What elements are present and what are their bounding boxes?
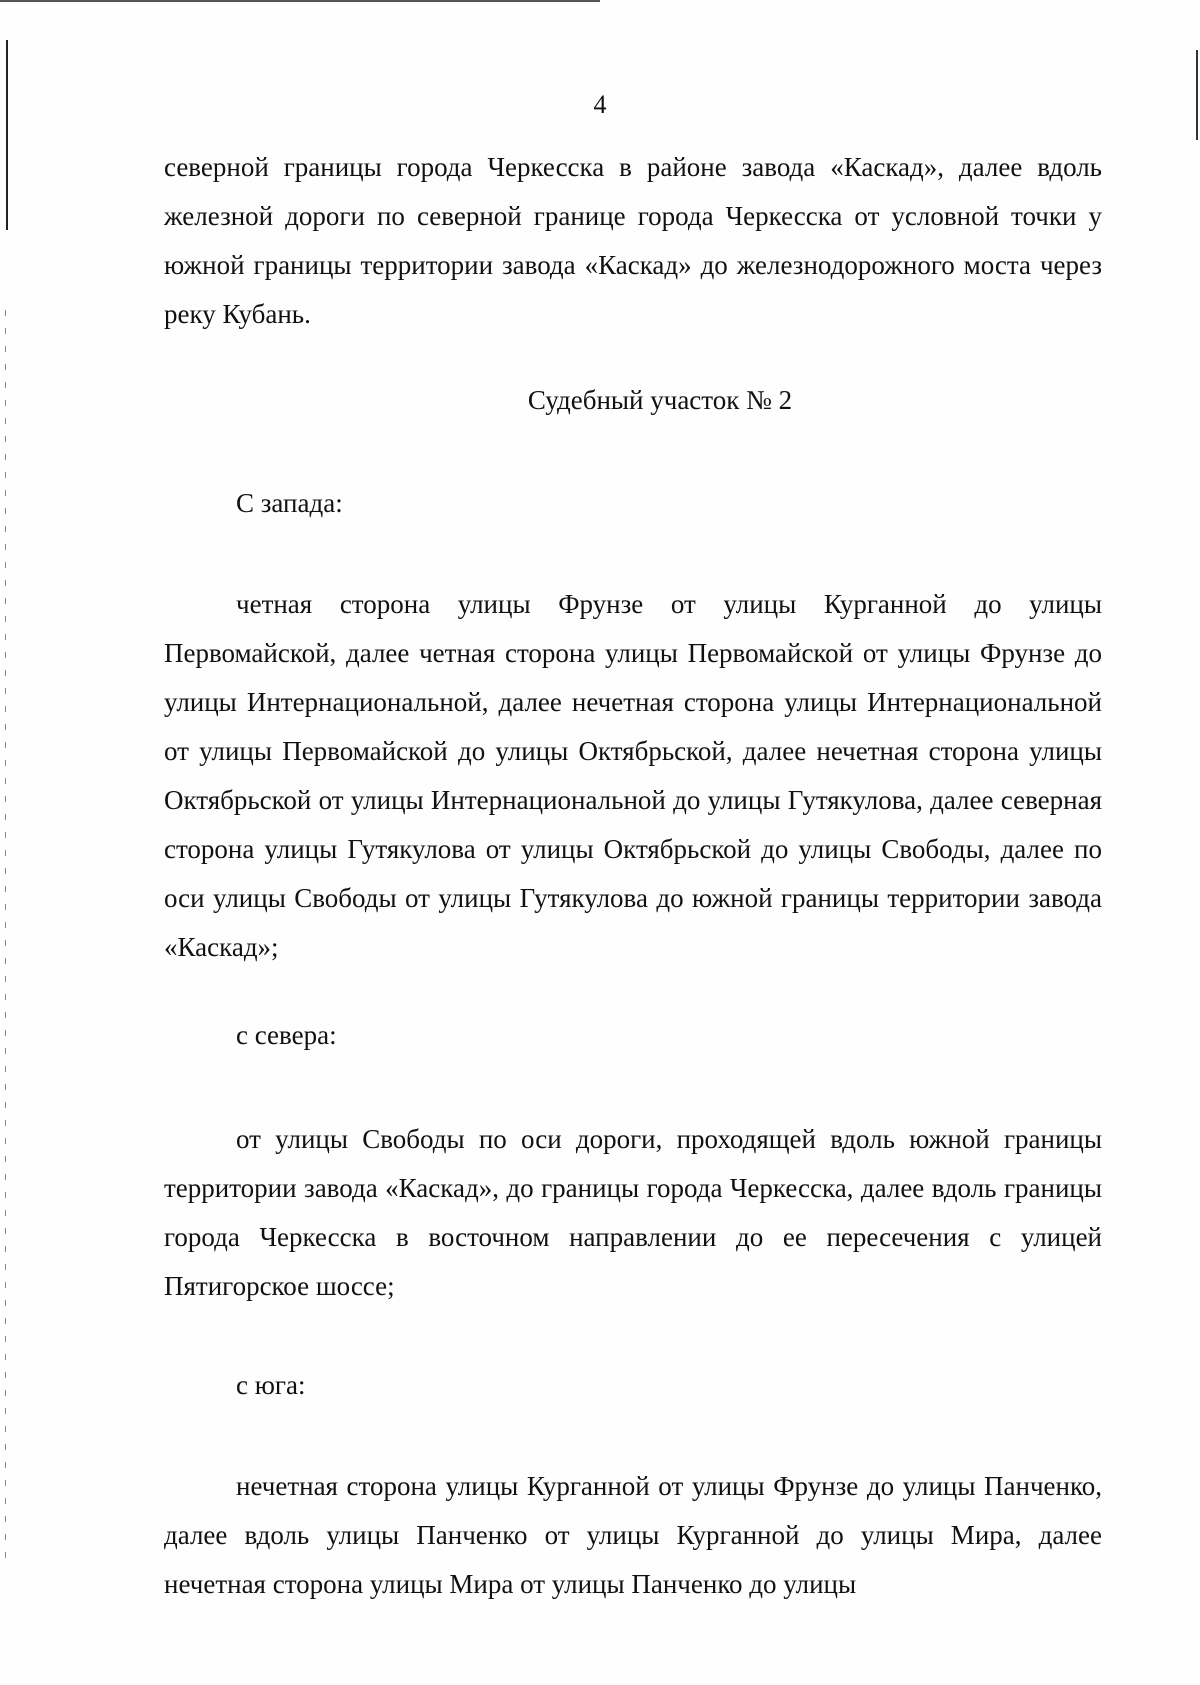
north-label: с севера:: [236, 1020, 337, 1050]
section-heading: Судебный участок № 2: [527, 385, 793, 415]
west-label: С запада:: [236, 488, 343, 518]
page-number: 4: [593, 90, 607, 119]
north-paragraph: от улицы Свободы по оси дороги, проходящей вдоль южной границы территории завода «Каскад», до границы города Черкесска, далее вдоль границы города Черкесска в восточном направлении до ее пересечения с улицей Пятигорское шоссе;: [164, 1124, 1102, 1301]
scan-artifact-left-line: [6, 40, 8, 230]
south-paragraph: нечетная сторона улицы Курганной от улицы Фрунзе до улицы Панченко, далее вдоль улицы Панченко от улицы Курганной до улицы Мира, далее нечетная сторона улицы Мира от улицы Панченко до улицы: [164, 1471, 1102, 1599]
west-paragraph: четная сторона улицы Фрунзе от улицы Курганной до улицы Первомайской, далее четная сторона улицы Первомайской от улицы Фрунзе до улицы Интернациональной, далее нечетная сторона улицы Интернациональной от улицы Первомайской до улицы Октябрьской, далее нечетная сторона улицы Октябрьской от улицы Интернациональной до улицы Гутякулова, далее северная сторона улицы Гутякулова от улицы Октябрьской до улицы Свободы, далее по оси улицы Свободы от улицы Гутякулова до южной границы территории завода «Каскад»;: [164, 589, 1102, 962]
scan-artifact-left-dashes: [5, 310, 6, 1560]
south-label: с юга:: [236, 1370, 306, 1400]
scan-artifact-top-line: [0, 0, 600, 2]
intro-paragraph: северной границы города Черкесска в районе завода «Каскад», далее вдоль железной дороги по северной границе города Черкесска от условной точки у южной границы территории завода «Каскад» до железнодорожного моста через реку Кубань.: [164, 152, 1102, 329]
